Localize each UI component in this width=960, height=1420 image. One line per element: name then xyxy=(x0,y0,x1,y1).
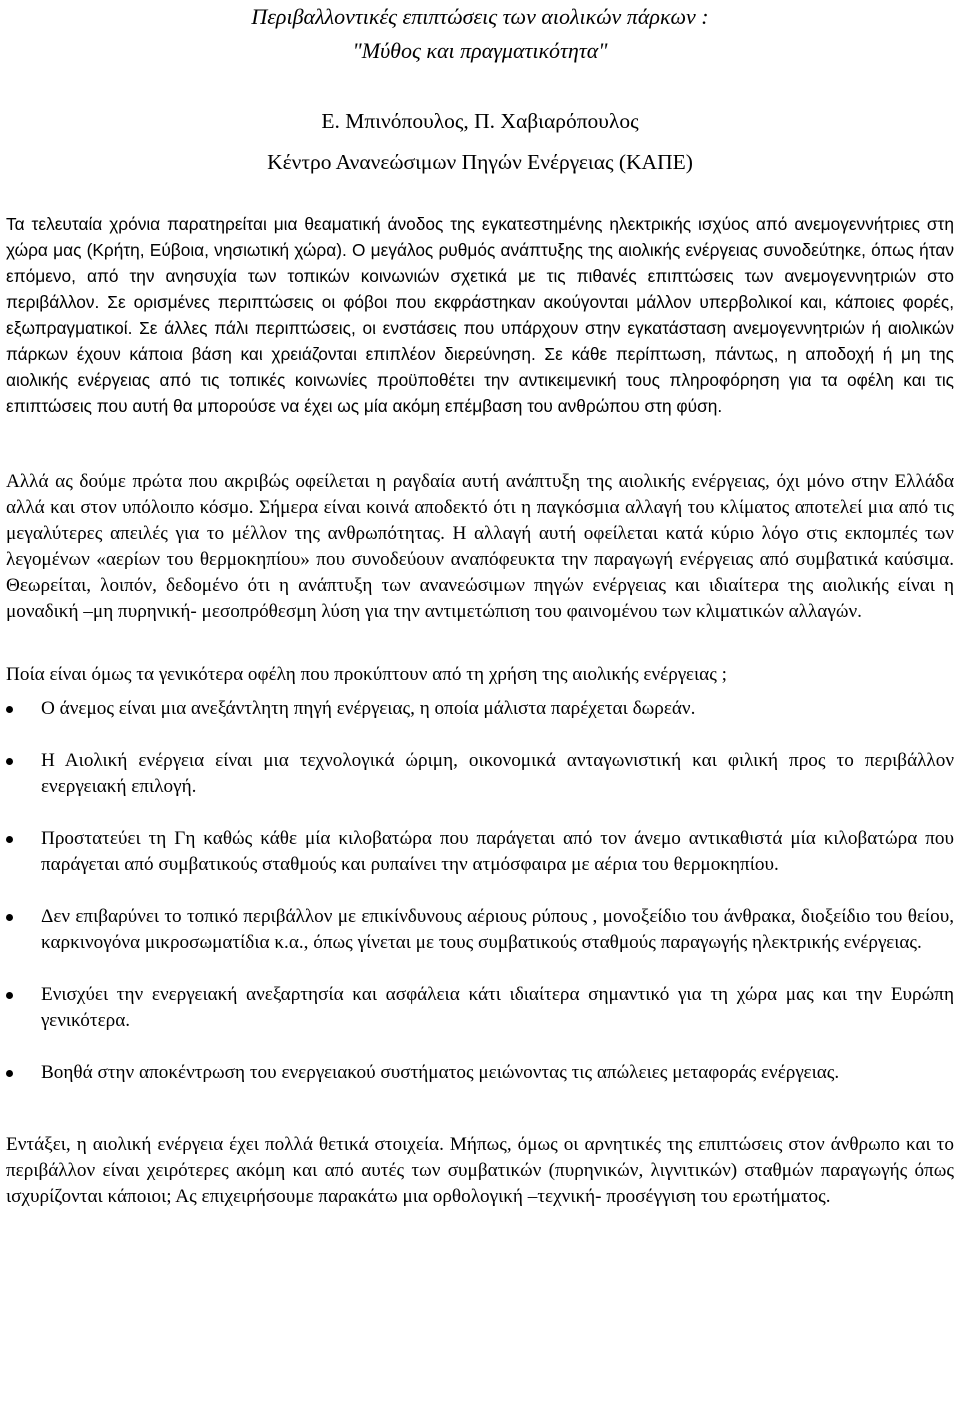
list-item-text: Ο άνεμος είναι μια ανεξάντλητη πηγή ενέργειας, η οποία μάλιστα παρέχεται δωρεάν. xyxy=(41,698,696,719)
bullet-icon xyxy=(6,758,13,765)
authors: Ε. Μπινόπουλος, Π. Χαβιαρόπουλος xyxy=(321,109,639,133)
document-title-line-2: "Μύθος και πραγματικότητα" xyxy=(352,38,608,63)
list-item xyxy=(6,748,954,800)
bullet-icon xyxy=(6,914,13,921)
bullet-icon xyxy=(6,836,13,843)
list-item xyxy=(6,696,954,722)
document-page xyxy=(6,0,954,1210)
list-item-text: Ενισχύει την ενεργειακή ανεξαρτησία και ασφάλεια κάτι ιδιαίτερα σημαντικό για τη χώρα μας και την Ευρώπη γενικότερα. xyxy=(41,984,954,1031)
list-item xyxy=(6,982,954,1034)
list-item-text: Βοηθά στην αποκέντρωση του ενεργειακού συστήματος μειώνοντας τις απώλειες μεταφοράς ενέργειας. xyxy=(41,1062,840,1083)
list-item-text: Δεν επιβαρύνει το τοπικό περιβάλλον με επικίνδυνους αέριους ρύπους , μονοξείδιο του άνθρακα, διοξείδιο του θείου, καρκινογόνα μικροσωματίδια κ.α., όπως γίνεται με τους συμβατικούς σταθμούς παραγωγής ηλεκτρικής ενέργειας. xyxy=(41,906,954,953)
list-item xyxy=(6,826,954,878)
list-item-text: Η Αιολική ενέργεια είναι μια τεχνολογικά ώριμη, οικονομικά ανταγωνιστική και φιλική προς το περιβάλλον ενεργειακή επιλογή. xyxy=(41,750,954,797)
intro-paragraph: Τα τελευταία χρόνια παρατηρείται μια θεαματική άνοδος της εγκατεστημένης ηλεκτρικής ισχύος από ανεμογεννήτριες στη χώρα μας (Κρήτη, Εύβοια, νησιωτική χώρα). Ο μεγάλος ρυθμός ανάπτυξης της αιολικής ενέργειας συνοδεύτηκε, όπως ήταν επόμενο, από την ανησυχία των τοπικών κοινωνιών σχετικά με τις πιθανές επιπτώσεις των ανεμογεννητριών στο περιβάλλον. Σε ορισμένες περιπτώσεις οι φόβοι που εκφράστηκαν ακούγονται μάλλον υπερβολικοί και, κάποιες φορές, εξωπραγματικοί. Σε άλλες πάλι περιπτώσεις, οι ενστάσεις που υπάρχουν στην εγκατάσταση ανεμογεννητριών ή αιολικών πάρκων έχουν κάποια βάση και χρειάζονται επιπλέον διερεύνηση. Σε κάθε περίπτωση, πάντως, η αποδοχή ή μη της αιολικής ενέργειας από τις τοπικές κοινωνίες προϋποθέτει την αντικειμενική τους πληροφόρηση για τα οφέλη και τις επιπτώσεις που αυτή θα μπορούσε να έχει ως μία ακόμη επέμβαση του ανθρώπου στη φύση. xyxy=(6,214,954,416)
list-item xyxy=(6,1060,954,1086)
list-item xyxy=(6,904,954,956)
benefits-list xyxy=(6,696,954,1086)
bullet-icon xyxy=(6,706,13,713)
bullet-icon xyxy=(6,1070,13,1077)
closing-paragraph: Εντάξει, η αιολική ενέργεια έχει πολλά θετικά στοιχεία. Μήπως, όμως οι αρνητικές της επιπτώσεις στον άνθρωπο και το περιβάλλον είναι χειρότερες ακόμη και από αυτές των συμβατικών (πυρηνικών, λιγνιτικών) σταθμών παραγωγής όπως ισχυρίζονται κάποιοι; Ας επιχειρήσουμε παρακάτω μια ορθολογική –τεχνική- προσέγγιση του ερωτήματος. xyxy=(6,1134,954,1207)
benefits-question: Ποία είναι όμως τα γενικότερα οφέλη που προκύπτουν από τη χρήση της αιολικής ενέργειας ; xyxy=(6,664,727,685)
document-title-line-1: Περιβαλλοντικές επιπτώσεις των αιολικών πάρκων : xyxy=(251,4,709,29)
climate-paragraph: Αλλά ας δούμε πρώτα που ακριβώς οφείλεται η ραγδαία αυτή ανάπτυξη της αιολικής ενέργειας, όχι μόνο στην Ελλάδα αλλά και στον υπόλοιπο κόσμο. Σήμερα είναι κοινά αποδεκτό ότι η παγκόσμια αλλαγή του κλίματος αποτελεί μια από τις μεγαλύτερες απειλές για το μέλλον της ανθρωπότητας. Η αλλαγή αυτή οφείλεται κατά κύριο λόγο στις εκπομπές των λεγομένων «αερίων του θερμοκηπίου» που συνοδεύουν αναπόφευκτα την παραγωγή ενέργειας από συμβατικά καύσιμα. Θεωρείται, λοιπόν, δεδομένο ότι η ανάπτυξη των ανανεώσιμων πηγών ενέργειας και ιδιαίτερα της αιολικής είναι η μοναδική –μη πυρηνική- μεσοπρόθεσμη λύση για την αντιμετώπιση του φαινομένου των κλιματικών αλλαγών. xyxy=(6,471,954,622)
bullet-icon xyxy=(6,992,13,999)
affiliation: Κέντρο Ανανεώσιμων Πηγών Ενέργειας (ΚΑΠΕ) xyxy=(267,150,693,174)
list-item-text: Προστατεύει τη Γη καθώς κάθε μία κιλοβατώρα που παράγεται από τον άνεμο αντικαθιστά μία κιλοβατώρα που παράγεται από συμβατικούς σταθμούς και ρυπαίνει την ατμόσφαιρα με αέρια του θερμοκηπίου. xyxy=(41,828,954,875)
